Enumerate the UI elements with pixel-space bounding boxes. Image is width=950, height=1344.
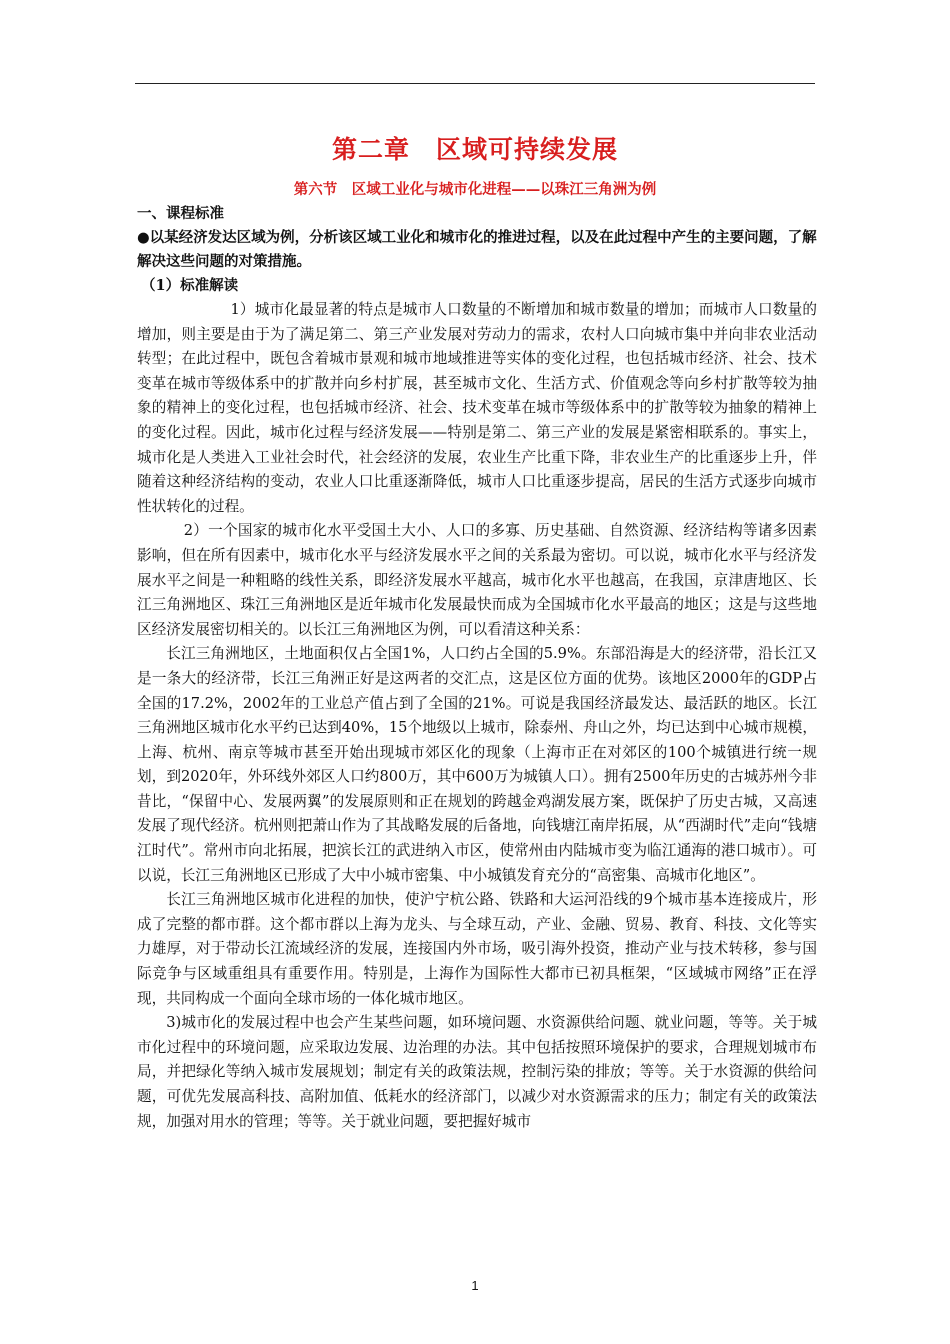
standard-statement: ●以某经济发达区域为例，分析该区域工业化和城市化的推进过程，以及在此过程中产生的主要问题，了解解决这些问题的对策措施。 <box>137 229 817 270</box>
header-rule <box>135 83 815 84</box>
heading-standard-interpretation: （1）标准解读 <box>141 277 239 294</box>
page-number: 1 <box>471 1278 479 1293</box>
paragraph-3: 长江三角洲地区，土地面积仅占全国1%，人口约占全国的5.9%。东部沿海是大的经济带，沿长江又是一条大的经济带，长江三角洲正好是这两者的交汇点，这是区位方面的优势。该地区2000年的GDP占全国的17.2%，2002年的工业总产值占到了全国的21%。可说是我国经济最发达、最活跃的地区。长江三角洲地区城市化水平约已达到40%，15个地级以上城市，除泰州、舟山之外，均已达到中心城市规模，上海、杭州、南京等城市甚至开始出现城市郊区化的现象（上海市正在对郊区的100个城镇进行统一规划，到2020年，外环线外郊区人口约800万，其中600万为城镇人口）。拥有2500年历史的古城苏州今非昔比，“保留中心、发展两翼”的发展原则和正在规划的跨越金鸡湖发展方案，既保护了历史古城，又高速发展了现代经济。杭州则把萧山作为了其战略发展的后备地，向钱塘江南岸拓展，从“西湖时代”走向“钱塘江时代”。常州市向北拓展，把滨长江的武进纳入市区，使常州由内陆城市变为临江通海的港口城市）。可以说，长江三角洲地区已形成了大中小城市密集、中小城镇发育充分的“高密集、高城市化地区”。 <box>137 645 817 884</box>
heading-course-standard: 一、课程标准 <box>137 205 224 222</box>
paragraph-1: 1）城市化最显著的特点是城市人口数量的不断增加和城市数量的增加；而城市人口数量的增加，则主要是由于为了满足第二、第三产业发展对劳动力的需求，农村人口向城市集中并向非农业活动转型；在此过程中，既包含着城市景观和城市地域推进等实体的变化过程，也包括城市经济、社会、技术变革在城市等级体系中的扩散并向乡村扩展，甚至城市文化、生活方式、价值观念等向乡村扩散等较为抽象的精神上的变化过程，也包括城市经济、社会、技术变革在城市等级体系中的扩散等较为抽象的精神上的变化过程。因此，城市化过程与经济发展——特别是第二、第三产业的发展是紧密相联系的。事实上，城市化是人类进入工业社会时代，社会经济的发展，农业生产比重下降，非农业生产的比重逐步上升，伴随着这种经济结构的变动，农业人口比重逐渐降低，城市人口比重逐步提高，居民的生活方式逐步向城市性状转化的过程。 <box>137 301 817 515</box>
chapter-title: 第二章 区域可持续发展 <box>331 135 618 164</box>
paragraph-4: 长江三角洲地区城市化进程的加快，使沪宁杭公路、铁路和大运河沿线的9个城市基本连接成片，形成了完整的都市群。这个都市群以上海为龙头、与全球互动，产业、金融、贸易、教育、科技、文化等实力雄厚，对于带动长江流域经济的发展，连接国内外市场，吸引海外投资，推动产业与技术转移，参与国际竞争与区域重组具有重要作用。特别是，上海作为国际性大都市已初具框架，“区域城市网络”正在浮现，共同构成一个面向全球市场的一体化城市地区。 <box>137 891 817 1007</box>
section-title: 第六节 区域工业化与城市化进程——以珠江三角洲为例 <box>293 181 657 198</box>
document-body <box>137 202 817 1134</box>
paragraph-5: 3)城市化的发展过程中也会产生某些问题，如环境问题、水资源供给问题、就业问题，等等。关于城市化过程中的环境问题，应采取边发展、边治理的办法。其中包括按照环境保护的要求，合理规划城市布局，并把绿化等纳入城市发展规划；制定有关的政策法规，控制污染的排放；等等。关于水资源的供给问题，可优先发展高科技、高附加值、低耗水的经济部门，以减少对水资源需求的压力；制定有关的政策法规，加强对用水的管理；等等。关于就业问题，要把握好城市 <box>137 1014 817 1130</box>
paragraph-2: 2）一个国家的城市化水平受国土大小、人口的多寡、历史基础、自然资源、经济结构等诸多因素影响，但在所有因素中，城市化水平与经济发展水平之间的关系最为密切。可以说，城市化水平与经济发展水平之间是一种粗略的线性关系，即经济发展水平越高，城市化水平也越高，在我国，京津唐地区、长江三角洲地区、珠江三角洲地区是近年城市化发展最快而成为全国城市化水平最高的地区；这是与这些地区经济发展密切相关的。以长江三角洲地区为例，可以看清这种关系： <box>137 522 817 638</box>
